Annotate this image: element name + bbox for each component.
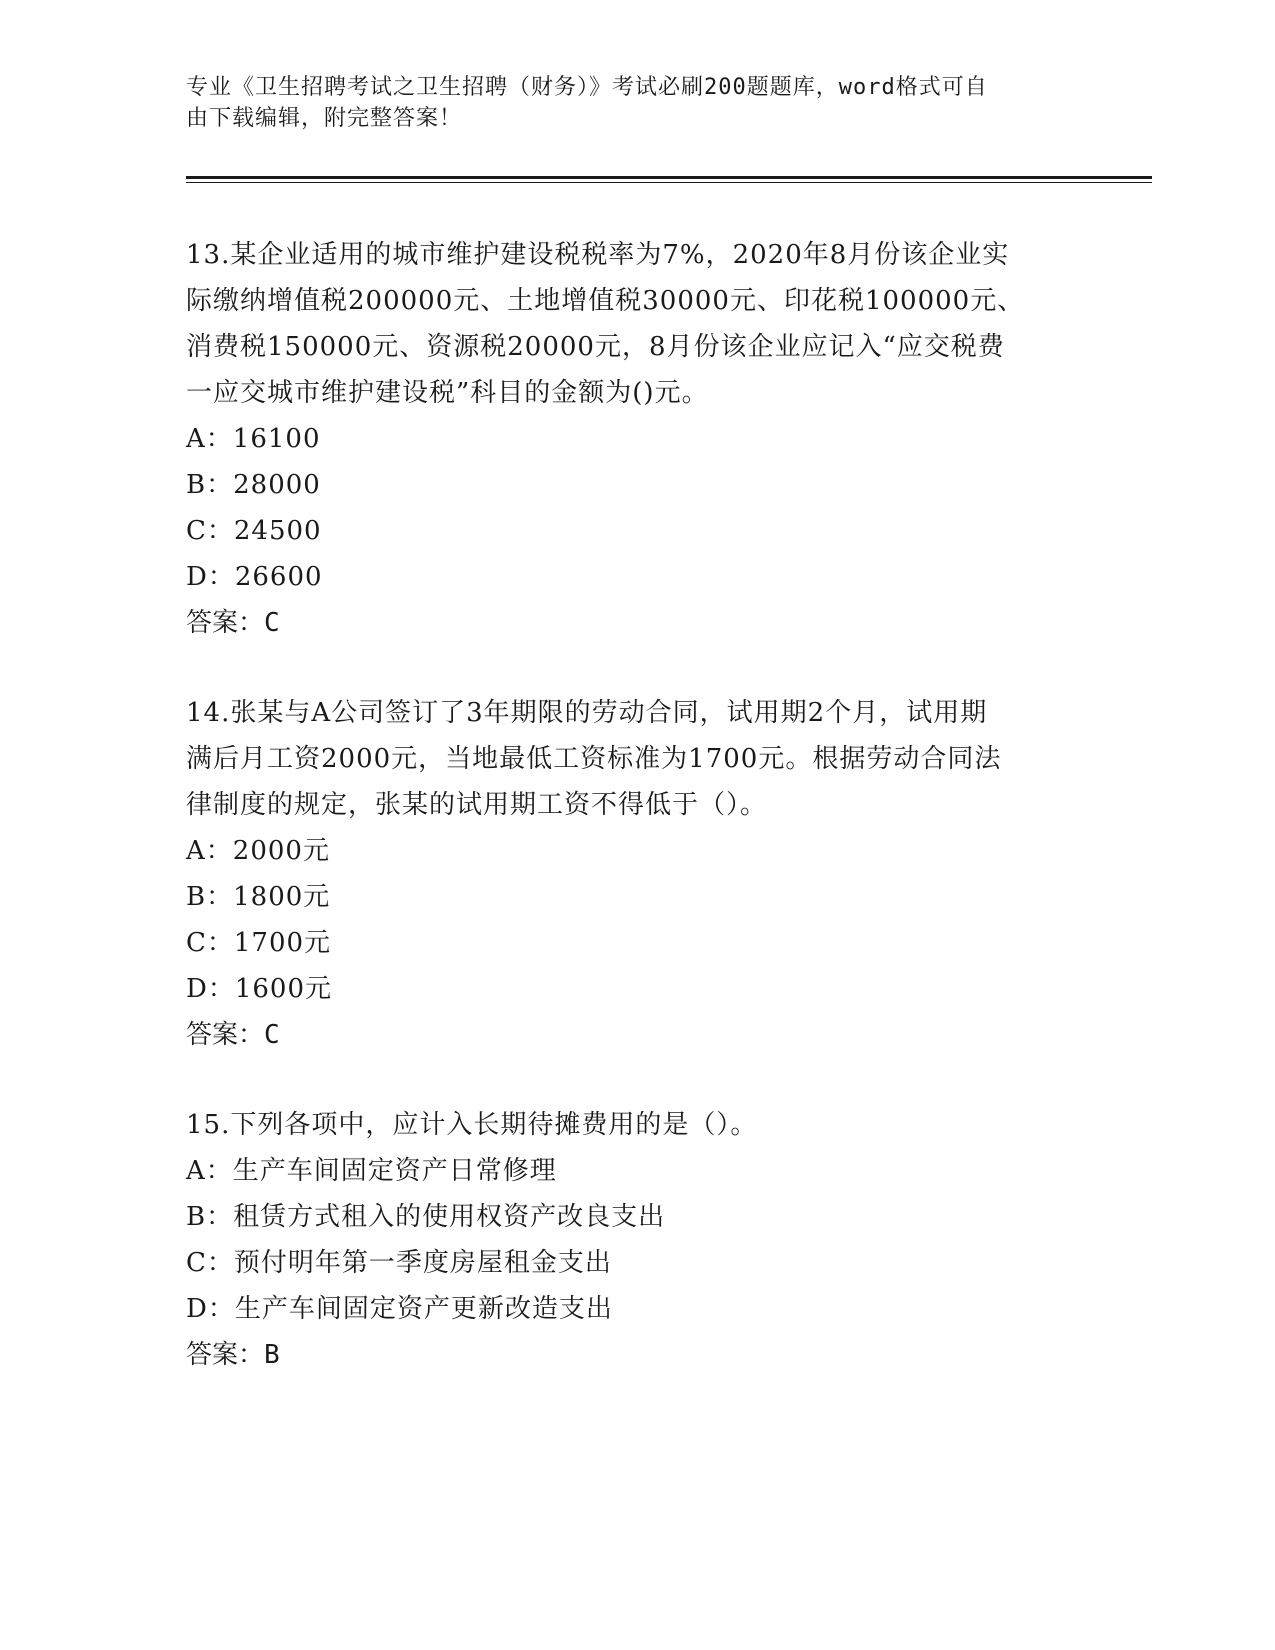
stem-line: 律制度的规定，张某的试用期工资不得低于（）。 xyxy=(186,790,768,820)
option-c: C：预付明年第一季度房屋租金支出 xyxy=(186,1248,612,1278)
question-15 xyxy=(186,1102,1086,1378)
question-stem xyxy=(186,232,1086,416)
stem-line: 满后月工资2000元，当地最低工资标准为1700元。根据劳动合同法 xyxy=(186,744,1002,774)
header-line-2: 由下载编辑，附完整答案！ xyxy=(186,106,463,131)
header-divider-thin xyxy=(186,182,1152,183)
option-b: B：28000 xyxy=(186,470,321,500)
option-d: D：生产车间固定资产更新改造支出 xyxy=(186,1294,613,1324)
stem-line: 13.某企业适用的城市维护建设税税率为7%，2020年8月份该企业实 xyxy=(186,240,1010,270)
stem-line: 际缴纳增值税200000元、土地增值税30000元、印花税100000元、 xyxy=(186,286,1025,316)
question-13 xyxy=(186,232,1086,646)
option-d: D：1600元 xyxy=(186,974,333,1004)
stem-line: 一应交城市维护建设税”科目的金额为()元。 xyxy=(186,378,709,408)
question-stem xyxy=(186,1102,1086,1148)
answer-line: 答案：C xyxy=(186,1020,280,1050)
stem-line: 14.张某与A公司签订了3年期限的劳动合同，试用期2个月，试用期 xyxy=(186,698,988,728)
answer-line: 答案：C xyxy=(186,608,280,638)
option-a: A：2000元 xyxy=(186,836,330,866)
option-d: D：26600 xyxy=(186,562,323,592)
stem-line: 15.下列各项中，应计入长期待摊费用的是（）。 xyxy=(186,1110,758,1140)
option-a: A：生产车间固定资产日常修理 xyxy=(186,1156,557,1186)
question-stem xyxy=(186,690,1086,828)
document-header xyxy=(186,72,1086,134)
answer-line: 答案：B xyxy=(186,1340,280,1370)
option-c: C：1700元 xyxy=(186,928,332,958)
option-b: B：1800元 xyxy=(186,882,331,912)
stem-line: 消费税150000元、资源税20000元，8月份该企业应记入“应交税费 xyxy=(186,332,1005,362)
question-14 xyxy=(186,690,1086,1058)
header-divider-thick xyxy=(186,176,1152,179)
option-a: A：16100 xyxy=(186,424,321,454)
header-line-1: 专业《卫生招聘考试之卫生招聘（财务）》考试必刷200题题库，word格式可自 xyxy=(186,75,988,100)
option-c: C：24500 xyxy=(186,516,322,546)
option-b: B：租赁方式租入的使用权资产改良支出 xyxy=(186,1202,666,1232)
